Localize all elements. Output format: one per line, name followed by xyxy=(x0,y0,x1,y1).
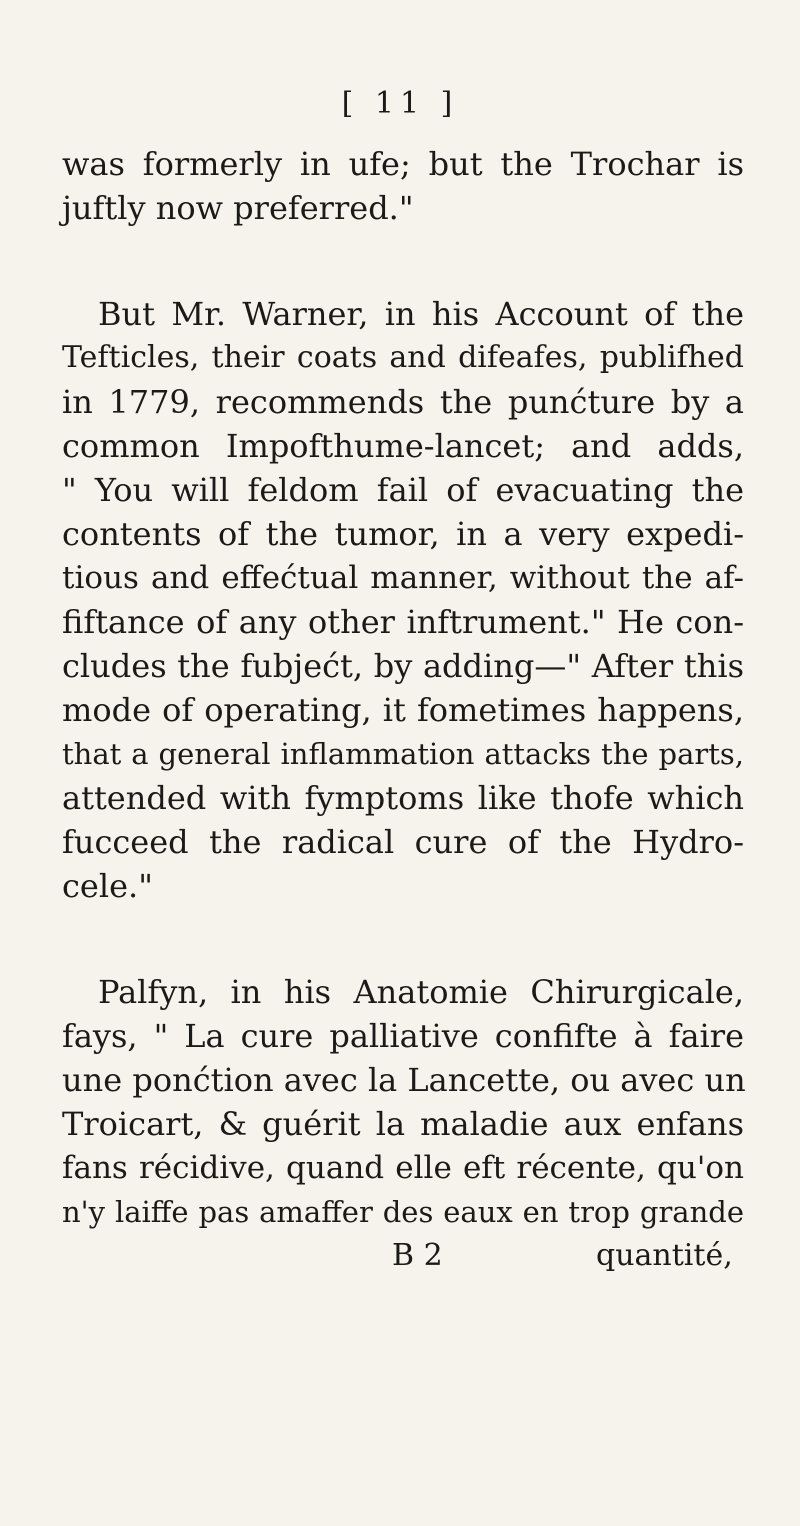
text-line: fays, " La cure palliative confifte à faire xyxy=(62,1017,744,1055)
text-line: Troicart, & guérit la maladie aux enfans xyxy=(62,1105,744,1143)
text-line: that a general inflammation attacks the parts, xyxy=(62,737,744,771)
text-line: cludes the fubjećt, by adding—" After this xyxy=(62,647,744,685)
text-line: Tefticles, their coats and difeafes, publifhed xyxy=(62,340,744,375)
text-line: Palfyn, in his Anatomie Chirurgicale, xyxy=(98,973,744,1011)
text-line: mode of operating, it fometimes happens, xyxy=(62,691,744,729)
text-line: " You will feldom fail of evacuating the xyxy=(62,471,744,509)
text-line: contents of the tumor, in a very expedi- xyxy=(62,515,744,553)
text-line: was formerly in ufe; but the Trochar is xyxy=(62,145,744,183)
text-line: common Impofthume-lancet; and adds, xyxy=(62,427,744,465)
text-line: juftly now preferred." xyxy=(62,189,414,227)
text-line: une ponćtion avec la Lancette, ou avec un xyxy=(62,1061,746,1099)
text-line: in 1779, recommends the punćture by a xyxy=(62,383,744,421)
catchword: quantité, xyxy=(596,1238,733,1273)
text-line: tious and effećtual manner, without the af- xyxy=(62,560,744,596)
text-line: attended with fymptoms like thofe which xyxy=(62,779,744,817)
text-line: fans récidive, quand elle eft récente, qu'on xyxy=(62,1150,744,1186)
text-line: fiftance of any other inftrument." He con- xyxy=(62,603,744,641)
text-line: fucceed the radical cure of the Hydro- xyxy=(62,823,744,861)
text-line: n'y laiffe pas amaffer des eaux en trop grande xyxy=(62,1195,744,1229)
signature-mark: B 2 xyxy=(392,1238,443,1273)
text-line: cele." xyxy=(62,867,153,905)
text-line: But Mr. Warner, in his Account of the xyxy=(98,295,744,333)
page-number: [ 11 ] xyxy=(341,86,459,121)
